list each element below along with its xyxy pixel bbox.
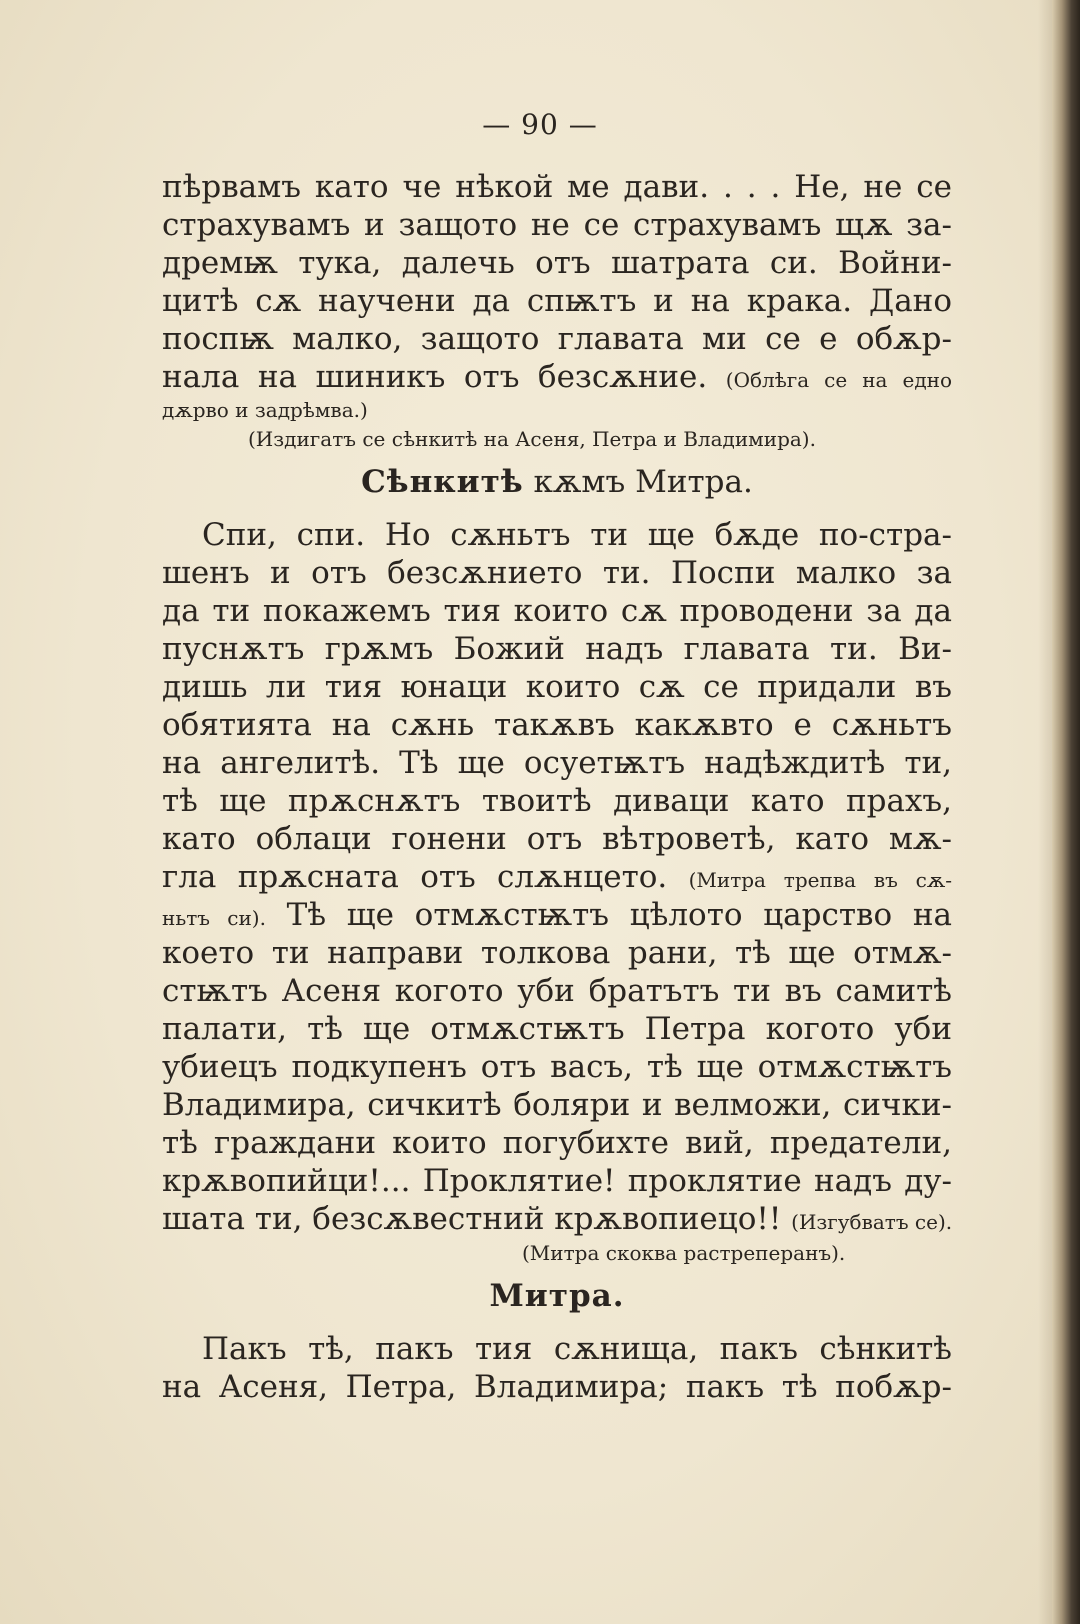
text-line: Владимира, сичкитѣ боляри и велможи, сички-: [162, 1087, 952, 1123]
text-line: крѫвопийци!... Проклятие! проклятие надъ ду-: [162, 1163, 952, 1199]
text-line: на ангелитѣ. Тѣ ще осуетѭтъ надѣждитѣ ти,: [162, 745, 952, 781]
stage-direction: (Изгубватъ се).: [791, 1210, 953, 1234]
text-line: тѣ граждани които погубихте вий, предатели,: [162, 1125, 952, 1161]
text-line: убиецъ подкупенъ отъ васъ, тѣ ще отмѫстѭтъ: [162, 1049, 952, 1085]
text-line: да ти покажемъ тия които сѫ проводени за да: [162, 593, 952, 629]
page-text: [162, 168, 952, 1406]
text-line: страхувамъ и защото не се страхувамъ щѫ за-: [162, 207, 952, 243]
stage-direction: (Митра трепва въ сѫ-: [688, 868, 952, 892]
text-line: което ти направи толкова рани, тѣ ще отмѫ-: [162, 935, 952, 971]
speaker-name: Сѣнкитѣ: [361, 464, 524, 500]
text-line: Пакъ тѣ, пакъ тия сѫнища, пакъ сѣнкитѣ: [202, 1331, 952, 1367]
stage-direction: (Митра скоква растреперанъ).: [522, 1241, 846, 1265]
text-line: Спи, спи. Но сѫньтъ ти ще бѫде по-стра-: [202, 517, 952, 553]
speaker-heading-rest: кѫмъ Митра.: [533, 464, 753, 500]
text-segment: нала на шиникъ отъ безсѫние.: [162, 359, 708, 395]
stage-direction: (Издигатъ се сѣнкитѣ на Асеня, Петра и Владимира).: [248, 427, 816, 451]
stage-direction: ньтъ си).: [162, 906, 266, 930]
stage-direction: (Облѣга се на едно: [725, 368, 953, 392]
text-line: тѣ ще прѫснѫтъ твоитѣ диваци като прахъ,: [162, 783, 952, 819]
text-line: на Асеня, Петра, Владимира; пакъ тѣ побѫр-: [162, 1369, 952, 1405]
text-line: [162, 896, 952, 934]
text-line: пуснѫтъ грѫмъ Божий надъ главата ти. Ви-: [162, 631, 952, 667]
speaker-name: Митра.: [489, 1278, 625, 1314]
text-line: [162, 358, 952, 396]
text-line: обятията на сѫнь такѫвъ какѫвто е сѫньтъ: [162, 707, 952, 743]
text-line: [162, 858, 952, 896]
text-line: като облаци гонени отъ вѣтроветѣ, като мѫ-: [162, 821, 952, 857]
text-line: пѣрвамъ като че нѣкой ме дави. . . . Не, не се: [162, 169, 952, 205]
text-segment: Тѣ ще отмѫстѭтъ цѣлото царство на: [286, 897, 952, 933]
stage-direction: дѫрво и задрѣмва.): [162, 398, 368, 422]
text-line: дремѭ тука, далечь отъ шатрата си. Войни-: [162, 245, 952, 281]
text-segment: гла прѫсната отъ слѫнцето.: [162, 859, 668, 895]
speaker-heading: [162, 454, 952, 516]
text-line: [162, 1200, 952, 1238]
page-edge-shadow: [1038, 0, 1052, 1624]
text-line: шенъ и отъ безсѫнието ти. Поспи малко за: [162, 555, 952, 591]
text-line: палати, тѣ ще отмѫстѭтъ Петра когото уби: [162, 1011, 952, 1047]
text-segment: шата ти, безсѫвестний крѫвопиецо!!: [162, 1201, 782, 1237]
page-edge: [1052, 0, 1080, 1624]
text-line: дишь ли тия юнаци които сѫ се придали въ: [162, 669, 952, 705]
text-line: поспѭ малко, защото главата ми се е обѫр-: [162, 321, 952, 357]
page-number: — 90 —: [482, 108, 598, 141]
text-line: стѭтъ Асеня когото уби братътъ ти въ самитѣ: [162, 973, 952, 1009]
text-line: цитѣ сѫ научени да спѭтъ и на крака. Дано: [162, 283, 952, 319]
speaker-heading: [162, 1268, 952, 1330]
